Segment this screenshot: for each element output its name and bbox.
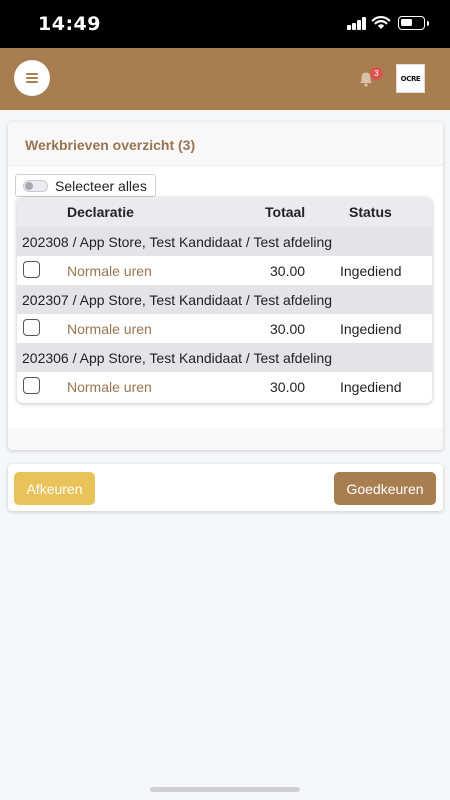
page-title: Werkbrieven overzicht (3) — [25, 137, 196, 153]
column-header-status: Status — [349, 204, 392, 220]
table-row[interactable] — [17, 314, 432, 343]
group-label: 202306 / App Store, Test Kandidaat / Test afdeling — [22, 350, 333, 366]
row-checkbox[interactable] — [23, 261, 40, 278]
group-row — [17, 285, 432, 314]
column-header-declaration: Declaratie — [67, 204, 134, 220]
select-all-toggle[interactable] — [15, 174, 156, 197]
battery-icon — [398, 16, 425, 30]
group-label: 202308 / App Store, Test Kandidaat / Test afdeling — [22, 234, 333, 250]
table-row[interactable] — [17, 372, 432, 401]
total-value: 30.00 — [270, 379, 306, 395]
app-header — [0, 48, 450, 110]
status-bar — [0, 0, 450, 48]
action-bar — [8, 464, 443, 511]
menu-button[interactable] — [14, 60, 50, 96]
signal-icon — [347, 17, 367, 30]
total-value: 30.00 — [270, 263, 306, 279]
status-value: Ingediend — [340, 263, 402, 279]
status-value: Ingediend — [340, 321, 402, 337]
toggle-switch[interactable] — [23, 180, 48, 192]
total-value: 30.00 — [270, 321, 306, 337]
table-header — [17, 197, 432, 227]
status-time: 14:49 — [38, 13, 101, 35]
card-header — [8, 122, 443, 166]
wifi-icon — [371, 14, 391, 30]
group-row — [17, 343, 432, 372]
status-value: Ingediend — [340, 379, 402, 395]
toggle-knob — [25, 182, 33, 190]
row-checkbox[interactable] — [23, 377, 40, 394]
declaration-type[interactable]: Normale uren — [67, 263, 152, 279]
company-logo: OCRE — [396, 64, 425, 93]
column-header-total: Totaal — [265, 204, 306, 220]
notification-badge: 3 — [370, 67, 383, 80]
row-checkbox[interactable] — [23, 319, 40, 336]
declaration-type[interactable]: Normale uren — [67, 379, 152, 395]
group-label: 202307 / App Store, Test Kandidaat / Test afdeling — [22, 292, 333, 308]
select-all-label: Selecteer alles — [55, 178, 147, 194]
approve-button[interactable]: Goedkeuren — [334, 472, 436, 505]
home-indicator — [150, 787, 300, 792]
worksheets-table — [17, 197, 432, 403]
card-footer — [8, 428, 443, 450]
reject-button[interactable]: Afkeuren — [14, 472, 95, 505]
table-row[interactable] — [17, 256, 432, 285]
group-row — [17, 227, 432, 256]
declaration-type[interactable]: Normale uren — [67, 321, 152, 337]
